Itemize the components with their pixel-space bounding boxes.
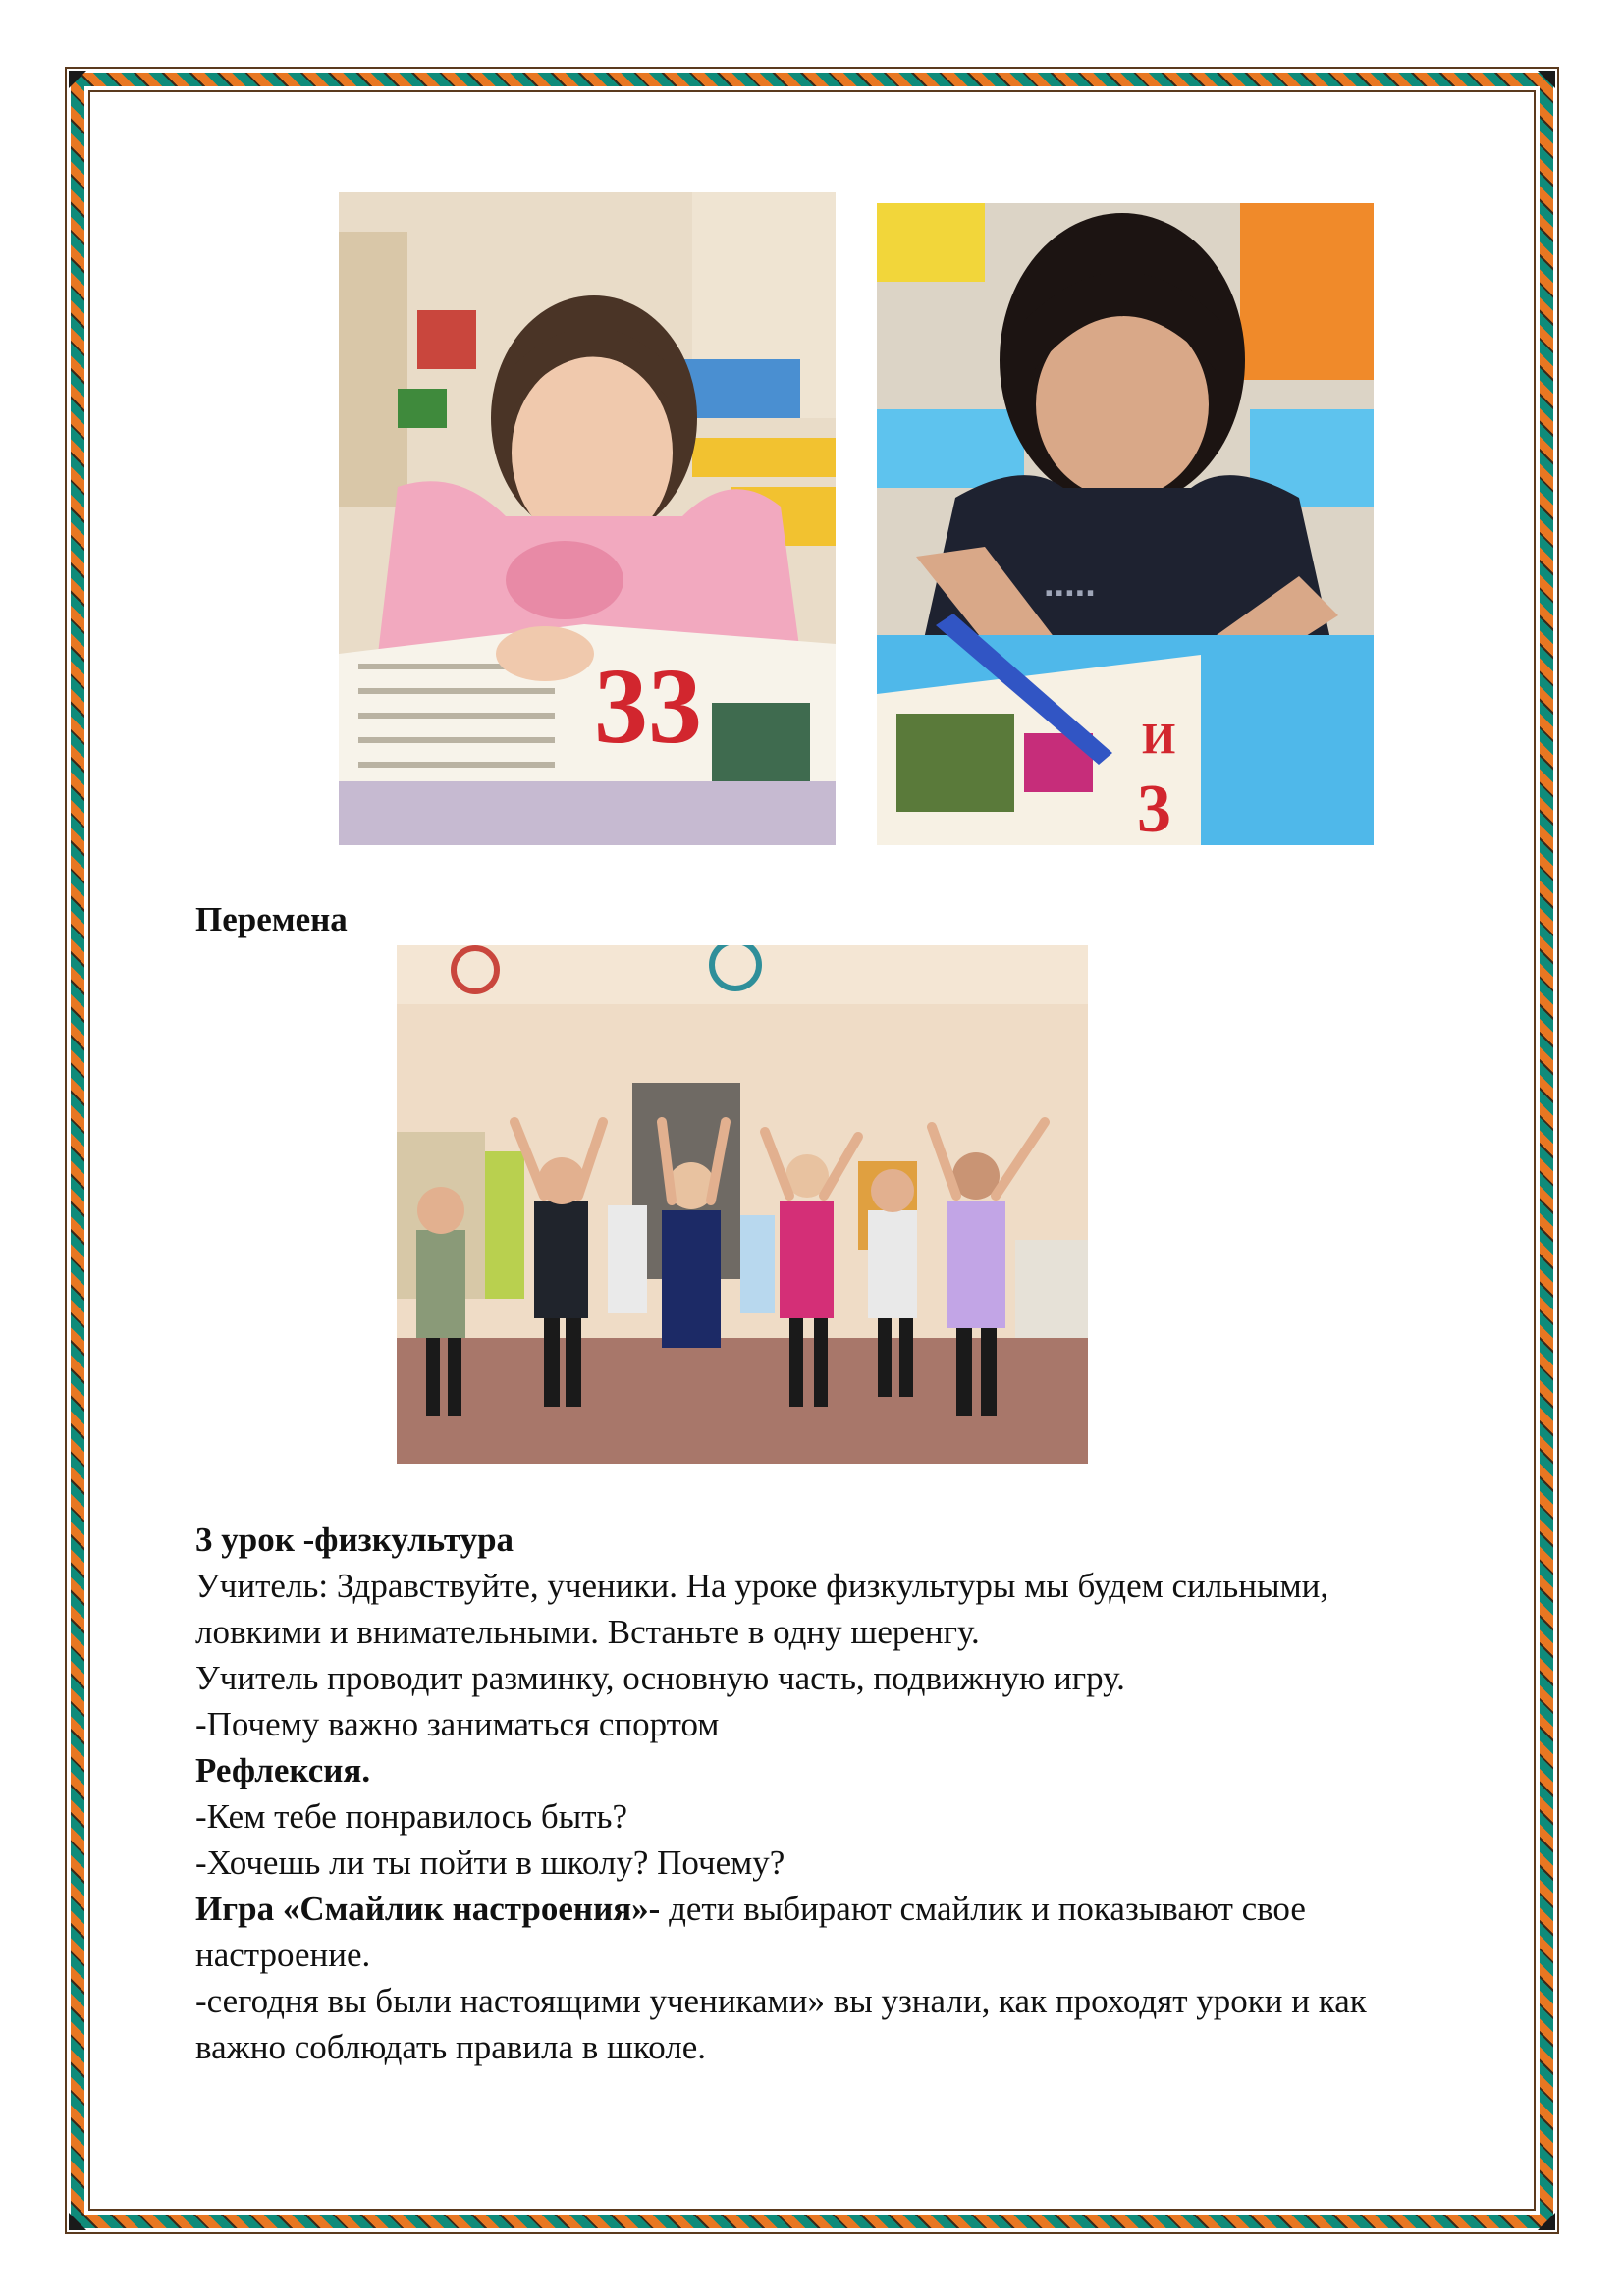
closing-line1: -сегодня вы были настоящими учениками» вы узнали, как проходят уроки и как: [195, 1982, 1367, 2020]
photo-icon: [877, 203, 1374, 845]
reflection-title: Рефлексия.: [195, 1751, 371, 1789]
photo-icon: [397, 945, 1088, 1464]
game-description: дети выбирают смайлик и показывают свое: [660, 1890, 1306, 1928]
teacher-greeting-line2: ловкими и внимательными. Встаньте в одну шеренгу.: [195, 1613, 980, 1651]
teacher-greeting-line1: Учитель: Здравствуйте, ученики. На уроке физкультуры мы будем сильными,: [195, 1567, 1329, 1605]
reflection-question-1: -Кем тебе понравилось быть?: [195, 1797, 628, 1836]
svg-text:33: 33: [594, 646, 702, 766]
photo-girl-writing-workbook: [877, 203, 1374, 845]
svg-text:.....: .....: [1044, 563, 1096, 605]
sport-question: -Почему важно заниматься спортом: [195, 1705, 720, 1743]
svg-text:И: И: [1142, 715, 1176, 763]
photo-children-exercising: [397, 945, 1088, 1464]
lesson-text-block: [195, 1517, 1531, 2070]
game-title: Игра «Смайлик настроения»-: [195, 1890, 661, 1928]
photo-icon: [339, 192, 836, 845]
game-paragraph: [195, 1886, 1531, 1932]
heading-recess: Перемена: [195, 900, 348, 938]
reflection-question-2: -Хочешь ли ты пойти в школу? Почему?: [195, 1843, 785, 1882]
photo-girl-reading-book: [339, 192, 836, 845]
closing-line2: важно соблюдать правила в школе.: [195, 2028, 707, 2066]
teacher-activity-line: Учитель проводит разминку, основную часть, подвижную игру.: [195, 1659, 1125, 1697]
lesson3-title: 3 урок -физкультура: [195, 1521, 514, 1559]
svg-text:3: 3: [1137, 772, 1171, 845]
game-description-cont: настроение.: [195, 1936, 371, 1974]
